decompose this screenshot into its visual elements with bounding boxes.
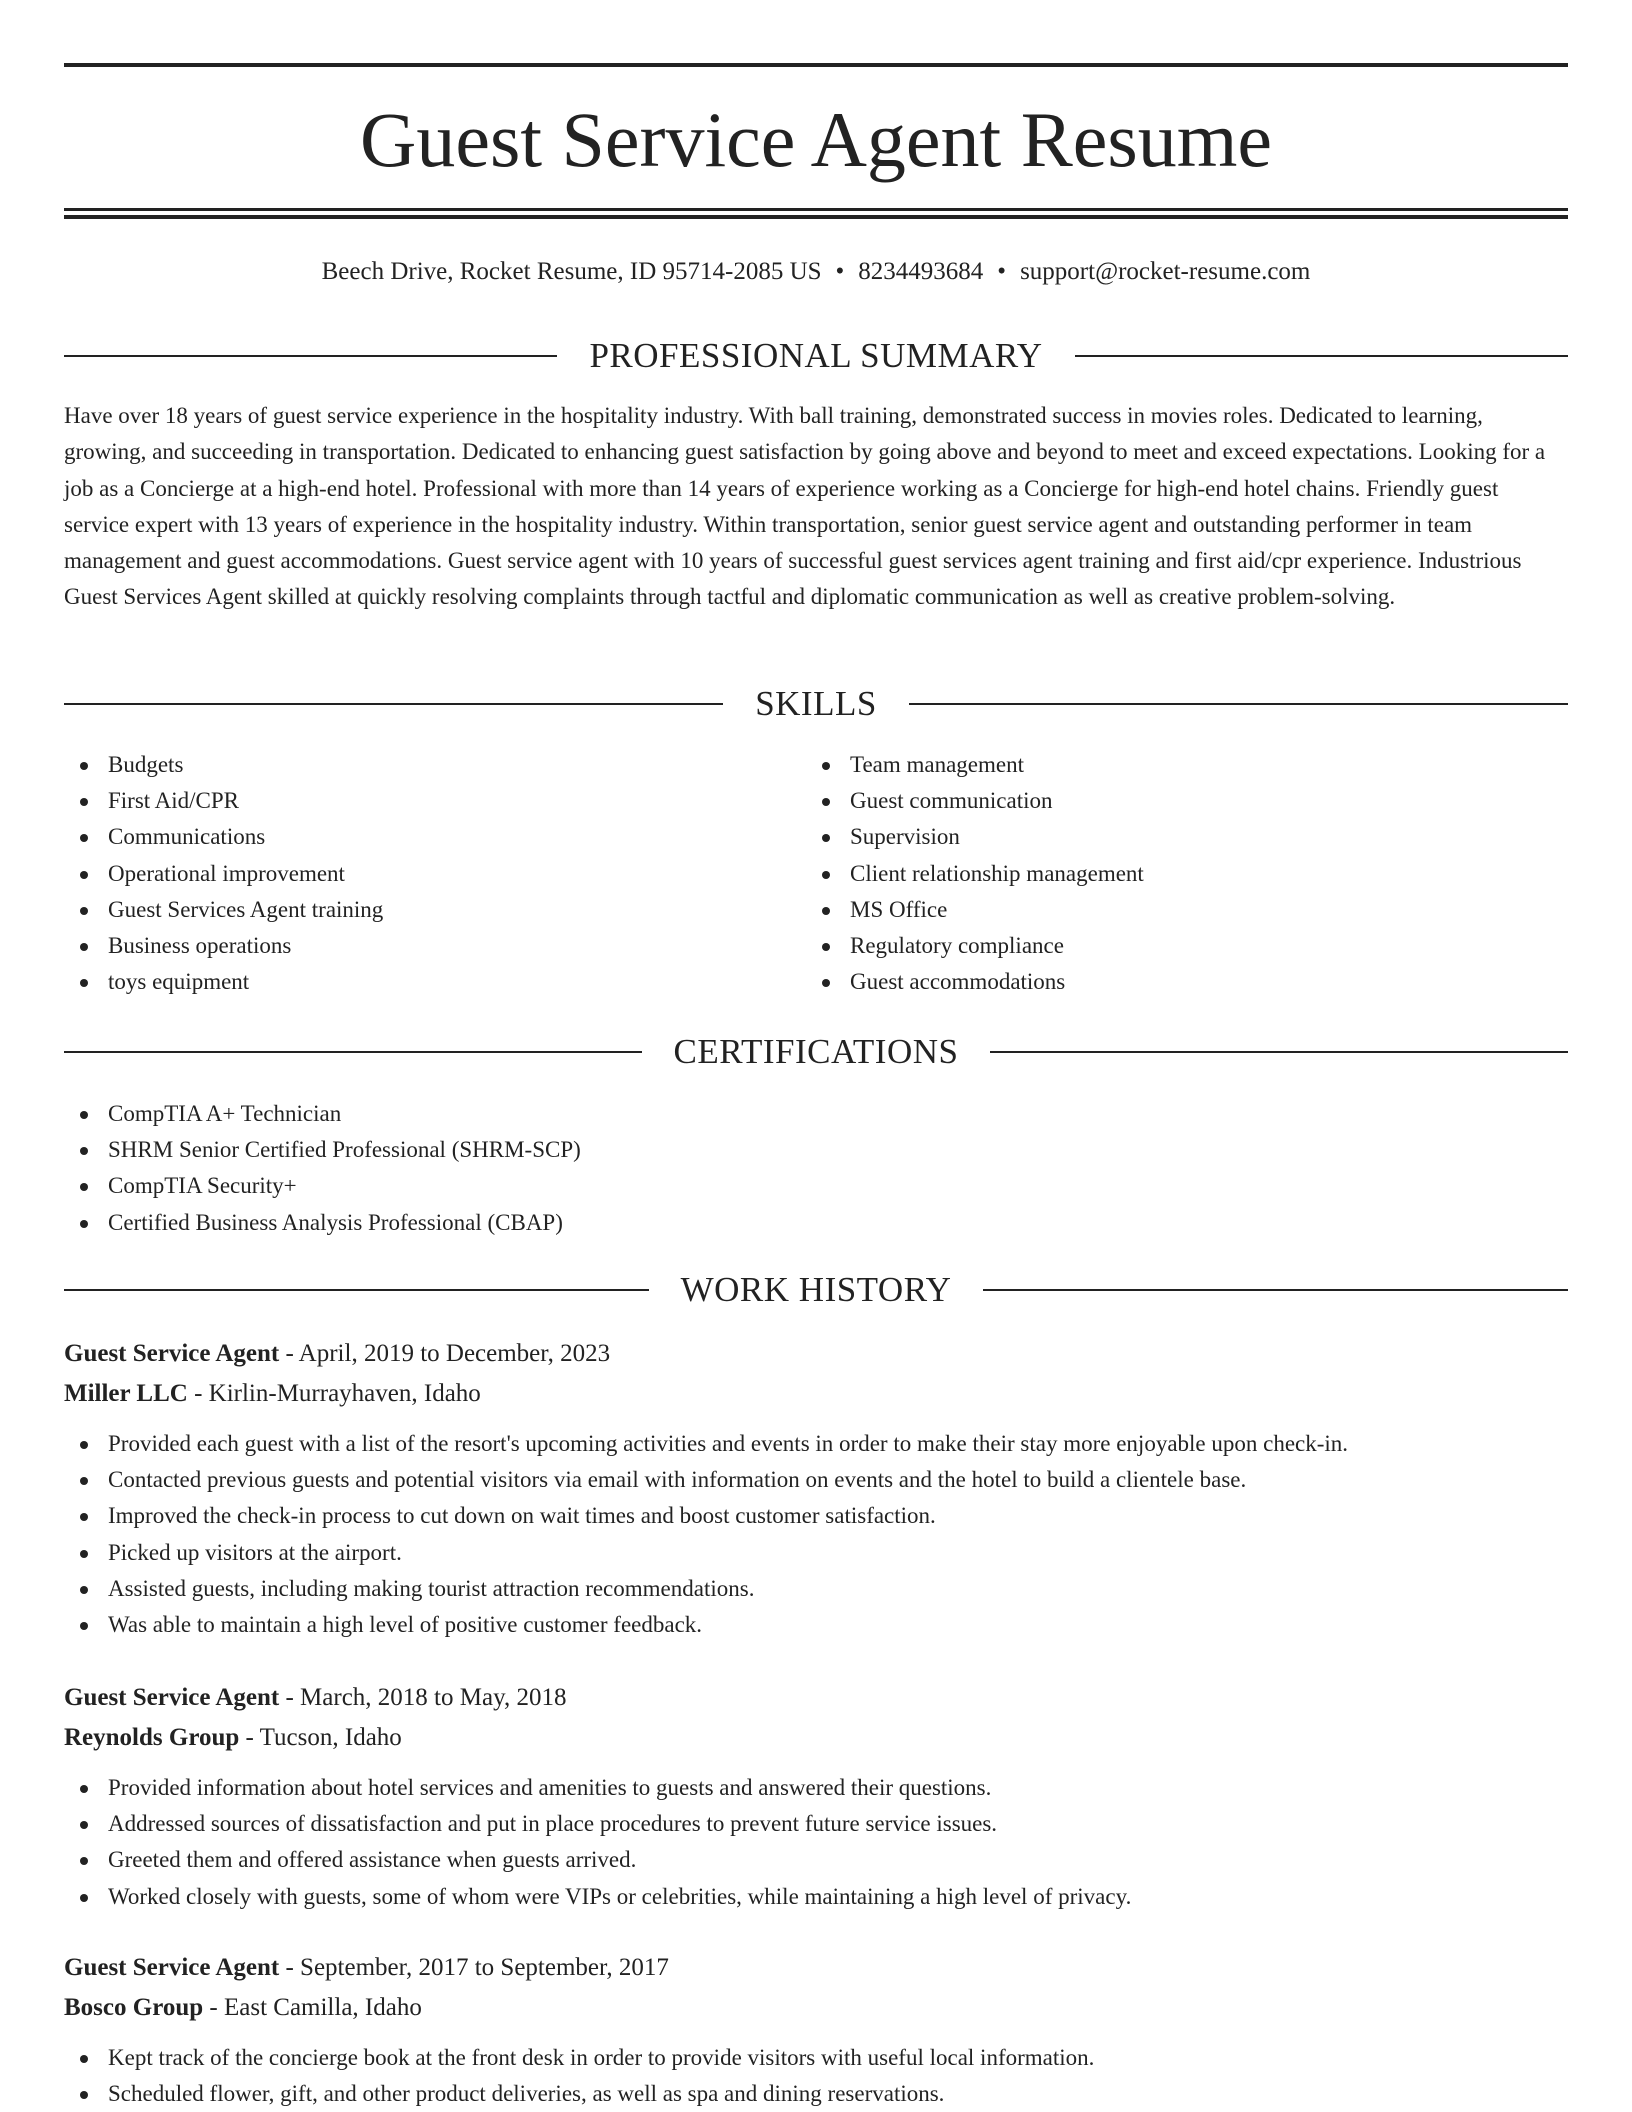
skills-column-left [64,747,804,1000]
skill-item: Guest communication [806,783,1546,819]
certification-item: SHRM Senior Certified Professional (SHRM-SCP) [64,1132,1568,1168]
job-company-line [64,1374,1568,1414]
certification-item: CompTIA Security+ [64,1168,1568,1204]
job-company: Bosco Group [64,1994,204,2021]
section-title: CERTIFICATIONS [673,1032,959,1071]
job-title-line [64,1334,1568,1374]
summary-text: Have over 18 years of guest service experience in the hospitality industry. With ball training, demonstrated success in movies roles. Dedicated to learning, growing, and succeeding in transportation. Dedicated to enhancing guest satisfaction by going above and beyond to meet and exceed expectations. Looking for a job as a Concierge at a high-end hotel. Professional with more than 14 years of experience working as a Concierge for high-end hotel chains. Friendly guest service expert with 13 years of experience in the hospitality industry. Within transportation, senior guest service agent and outstanding performer in team management and guest accommodations. Guest service agent with 10 years of successful guest services agent training and first aid/cpr experience. Industrious Guest Services Agent skilled at quickly resolving complaints through tactful and diplomatic communication as well as creative problem-solving. [64,403,1546,610]
job-duty: Improved the check-in process to cut down on wait times and boost customer satisfaction. [64,1498,1568,1534]
contact-email: support@rocket-resume.com [1020,258,1311,285]
job-company: Reynolds Group [64,1724,240,1751]
contact-separator: • [835,258,845,285]
skill-item: Budgets [64,747,804,783]
job-entry [64,1334,1568,1643]
section-heading-certifications [64,1030,1568,1074]
section-title: PROFESSIONAL SUMMARY [589,336,1043,375]
skills-list-left [64,747,804,1000]
job-duties-list [64,2040,1568,2112]
section-title: WORK HISTORY [680,1270,952,1309]
skill-item: Operational improvement [64,856,804,892]
job-company-line [64,1718,1568,1758]
job-duty: Provided information about hotel services and amenities to guests and answered their questions. [64,1770,1568,1806]
skill-item: Team management [806,747,1546,783]
job-title: Guest Service Agent [64,1954,280,1981]
job-dates: - September, 2017 to September, 2017 [279,1954,669,1981]
job-location: - Kirlin-Murrayhaven, Idaho [187,1380,481,1407]
job-company: Miller LLC [64,1380,188,1407]
skill-item: First Aid/CPR [64,783,804,819]
skills-column-right [806,747,1546,1000]
job-duty: Picked up visitors at the airport. [64,1535,1568,1571]
section-heading-skills [64,682,1568,726]
certifications-list [64,1096,1568,1241]
section-heading-summary [64,334,1568,378]
job-duties-list [64,1426,1568,1643]
skill-item: Regulatory compliance [806,928,1546,964]
resume-title: Guest Service Agent Resume [360,96,1272,183]
job-duty: Addressed sources of dissatisfaction and put in place procedures to prevent future service issues. [64,1806,1568,1842]
heading-rule [983,1289,1568,1291]
job-duty: Was able to maintain a high level of positive customer feedback. [64,1607,1568,1643]
job-duties-list [64,1770,1568,1915]
heading-rule [990,1051,1568,1053]
skill-item: MS Office [806,892,1546,928]
job-title: Guest Service Agent [64,1340,280,1367]
job-duty: Worked closely with guests, some of whom were VIPs or celebrities, while maintaining a high level of privacy. [64,1879,1568,1915]
contact-separator: • [997,258,1007,285]
contact-info [64,254,1568,290]
job-title-line [64,1948,1568,1988]
heading-rule [64,1289,649,1291]
skill-item: Guest Services Agent training [64,892,804,928]
skill-item: Supervision [806,819,1546,855]
job-company-line [64,1988,1568,2028]
heading-rule [1075,355,1568,357]
header-top-rule [64,63,1568,67]
skill-item: Guest accommodations [806,964,1546,1000]
job-duty: Kept track of the concierge book at the front desk in order to provide visitors with useful local information. [64,2040,1568,2076]
job-entry [64,1678,1568,1915]
job-duty: Greeted them and offered assistance when guests arrived. [64,1842,1568,1878]
skill-item: Communications [64,819,804,855]
certification-item: Certified Business Analysis Professional (CBAP) [64,1205,1568,1241]
skill-item: Client relationship management [806,856,1546,892]
job-location: - East Camilla, Idaho [203,1994,422,2021]
contact-phone: 8234493684 [858,258,984,285]
certifications-block [64,1096,1568,1241]
contact-address: Beech Drive, Rocket Resume, ID 95714-2085 US [321,258,822,285]
heading-rule [64,1051,642,1053]
job-title: Guest Service Agent [64,1684,280,1711]
job-entry [64,1948,1568,2112]
heading-rule [64,355,557,357]
job-duty: Provided each guest with a list of the resort's upcoming activities and events in order to make their stay more enjoyable upon check-in. [64,1426,1568,1462]
job-location: - Tucson, Idaho [239,1724,402,1751]
job-duty: Assisted guests, including making tourist attraction recommendations. [64,1571,1568,1607]
header-double-rule-lower [64,215,1568,219]
job-dates: - April, 2019 to December, 2023 [279,1340,611,1367]
skills-list-right [806,747,1546,1000]
job-title-line [64,1678,1568,1718]
heading-rule [909,703,1568,705]
heading-rule [64,703,723,705]
section-heading-work-history [64,1268,1568,1312]
job-dates: - March, 2018 to May, 2018 [279,1684,567,1711]
job-duty: Contacted previous guests and potential visitors via email with information on events and the hotel to build a clientele base. [64,1462,1568,1498]
header-double-rule-upper [64,208,1568,211]
skill-item: Business operations [64,928,804,964]
skill-item: toys equipment [64,964,804,1000]
job-duty: Scheduled flower, gift, and other product deliveries, as well as spa and dining reservations. [64,2076,1568,2112]
certification-item: CompTIA A+ Technician [64,1096,1568,1132]
section-title: SKILLS [755,684,877,723]
